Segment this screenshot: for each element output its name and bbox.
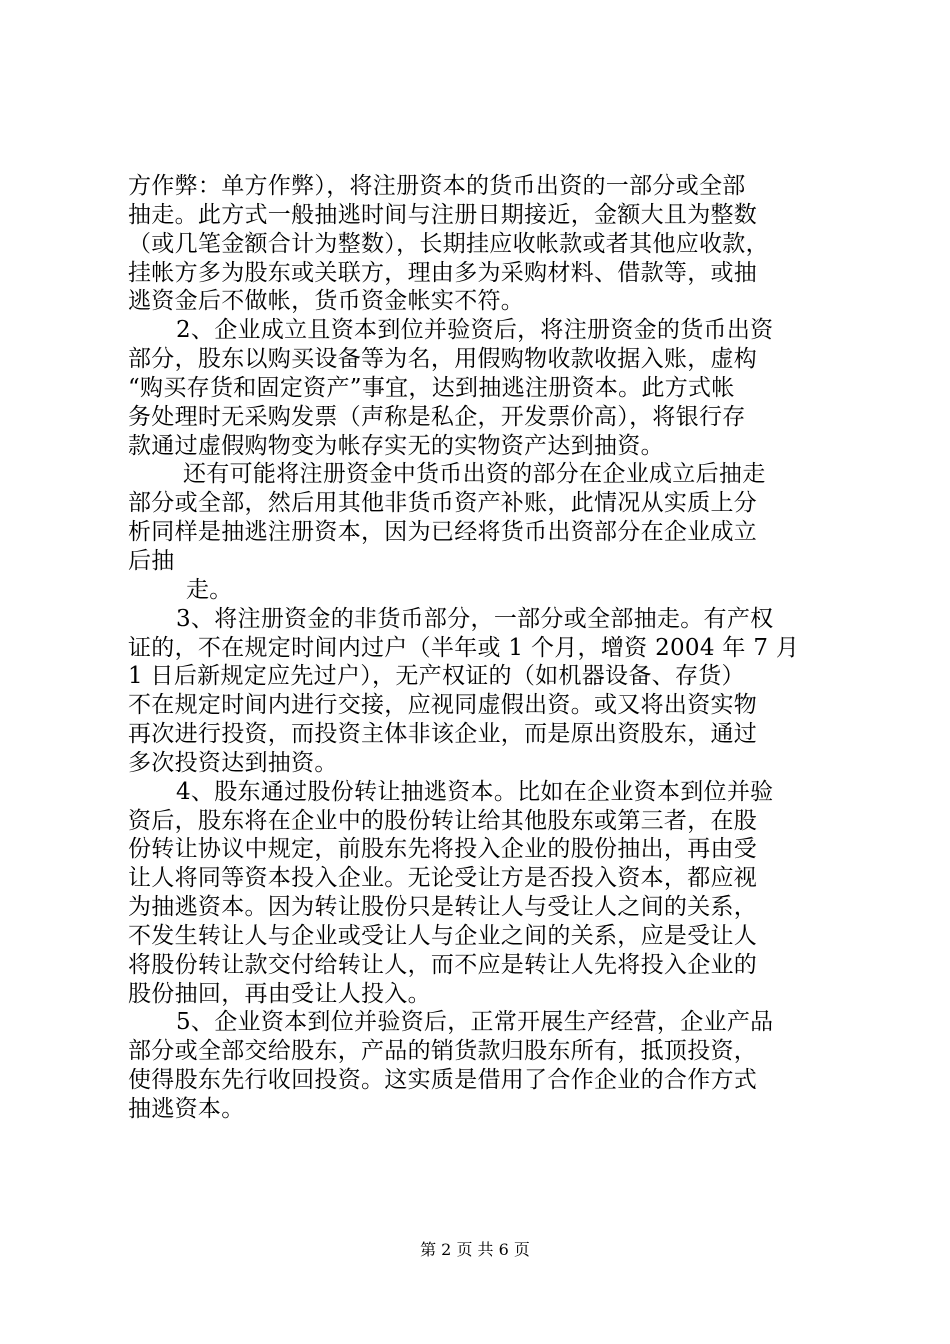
paragraph-3-start: 3、将注册资金的非货币部分，一部分或全部抽走。有产权: [176, 605, 774, 632]
text-line: 抽走。此方式一般抽逃时间与注册日期接近，金额大且为整数: [128, 201, 758, 228]
text-line: 不在规定时间内进行交接，应视同虚假出资。或又将出资实物: [128, 692, 758, 719]
text-line: 款通过虚假购物变为帐存实无的实物资产达到抽资。: [128, 432, 664, 459]
paragraph-2-start: 2、企业成立且资本到位并验资后，将注册资金的货币出资: [176, 317, 774, 344]
text-line: 部分或全部，然后用其他非货币资产补账，此情况从实质上分: [128, 490, 758, 517]
text-line: 多次投资达到抽资。: [128, 749, 338, 776]
text-line: 使得股东先行收回投资。这实质是借用了合作企业的合作方式: [128, 1067, 758, 1094]
text-line: 为抽逃资本。因为转让股份只是转让人与受让人之间的关系，: [128, 894, 758, 921]
document-body: [128, 172, 848, 1124]
text-line: 后抽: [128, 547, 175, 574]
text-line: 不发生转让人与企业或受让人与企业之间的关系，应是受让人: [128, 922, 758, 949]
page-footer: 第 2 页 共 6 页: [420, 1240, 530, 1259]
text-line: 挂帐方多为股东或关联方，理由多为采购材料、借款等，或抽: [128, 259, 758, 286]
text-line: 让人将同等资本投入企业。无论受让方是否投入资本，都应视: [128, 865, 758, 892]
text-line: 析同样是抽逃注册资本，因为已经将货币出资部分在企业成立: [128, 519, 758, 546]
text-line: 方作弊：单方作弊），将注册资本的货币出资的一部分或全部: [128, 173, 746, 199]
text-line: 证的，不在规定时间内过户（半年或 1 个月，增资 2004 年 7 月: [128, 634, 800, 661]
text-line: 资后，股东将在企业中的股份转让给其他股东或第三者，在股: [128, 807, 758, 834]
text-line: 再次进行投资，而投资主体非该企业，而是原出资股东，通过: [128, 721, 758, 748]
text-line: 务处理时无采购发票（声称是私企，开发票价高），将银行存: [128, 403, 746, 430]
text-line: 将股份转让款交付给转让人，而不应是转让人先将投入企业的: [128, 951, 758, 978]
text-line: 走。: [186, 576, 233, 603]
text-line: 份转让协议中规定，前股东先将投入企业的股份抽出，再由受: [128, 836, 758, 863]
text-line: 部分，股东以购买设备等为名，用假购物收款收据入账，虚构: [128, 346, 758, 373]
text-line: （或几笔金额合计为整数），长期挂应收帐款或者其他应收款，: [128, 230, 769, 257]
text-line: 股份抽回，再由受让人投入。: [128, 980, 431, 1007]
text-line: 1 日后新规定应先过户），无产权证的（如机器设备、存货）: [128, 663, 745, 690]
text-line: “购买存货和固定资产”事宜，达到抽逃注册资本。此方式帐: [128, 374, 735, 401]
paragraph-extra-start: 还有可能将注册资金中货币出资的部分在企业成立后抽走: [183, 461, 766, 488]
text-line: 抽逃资本。: [128, 1096, 245, 1122]
paragraph-5-start: 5、企业资本到位并验资后，正常开展生产经营，企业产品: [176, 1009, 774, 1036]
text-line: 部分或全部交给股东，产品的销货款归股东所有，抵顶投资，: [128, 1038, 758, 1065]
text-line: 逃资金后不做帐，货币资金帐实不符。: [128, 288, 525, 315]
paragraph-4-start: 4、股东通过股份转让抽逃资本。比如在企业资本到位并验: [176, 778, 774, 805]
